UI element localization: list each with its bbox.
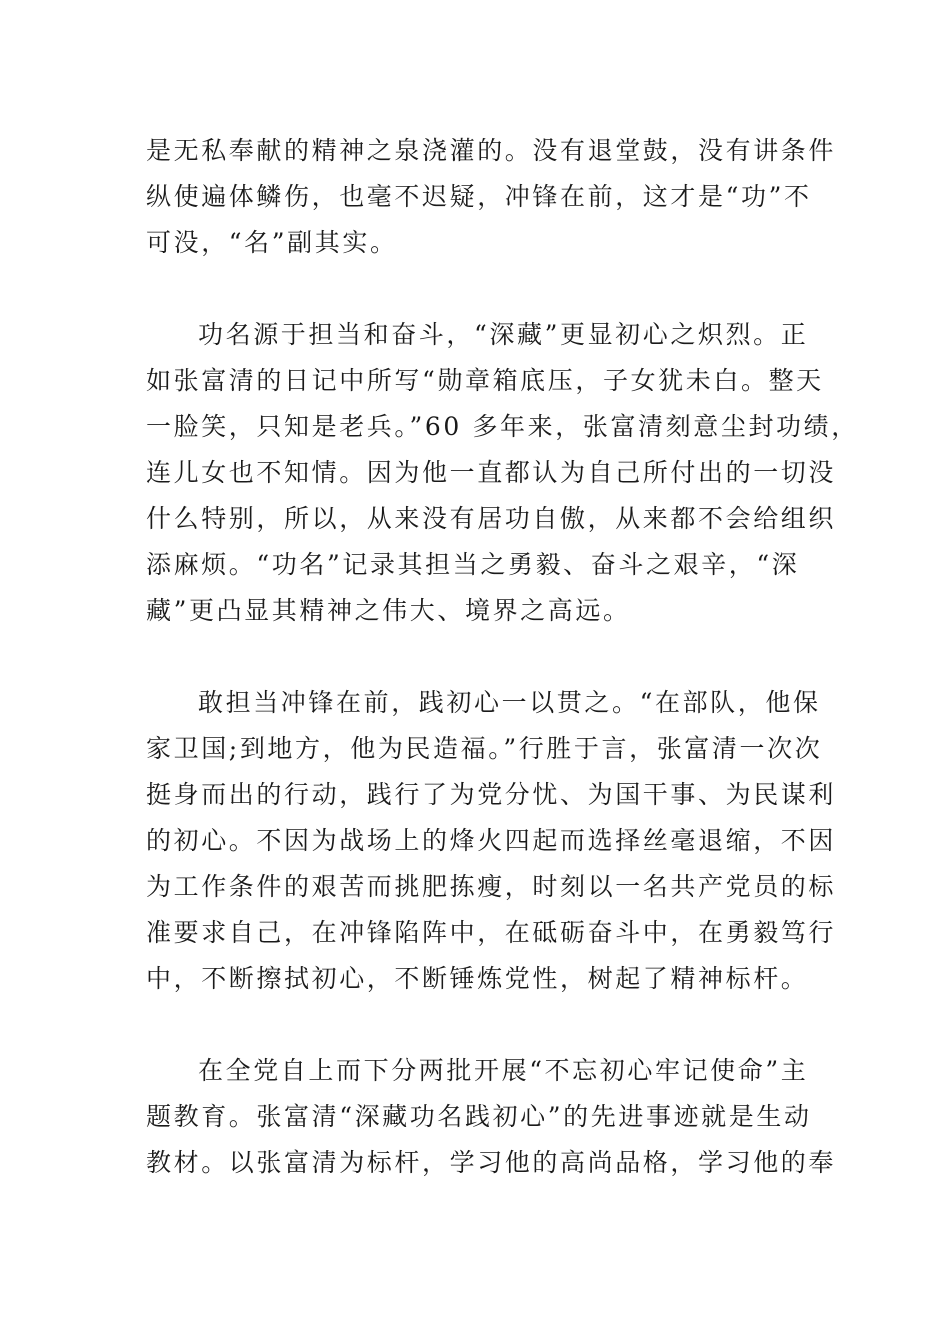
- text-line: 藏”更凸显其精神之伟大、境界之高远。: [146, 596, 631, 625]
- text-line: 挺身而出的行动，践行了为党分忧、为国干事、为民谋利: [146, 780, 837, 809]
- paragraph-spacer: [146, 634, 808, 680]
- text-line: 为工作条件的艰苦而挑肥拣瘦，时刻以一名共产党员的标: [146, 872, 837, 901]
- text-line: 教材。以张富清为标杆，学习他的高尚品格，学习他的奉: [146, 1148, 837, 1177]
- text-line: 是无私奉献的精神之泉浇灌的。没有退堂鼓，没有讲条件: [146, 136, 837, 165]
- paragraph-4: [146, 1048, 837, 1186]
- paragraph-1: [146, 128, 837, 266]
- paragraph-spacer: [146, 266, 808, 312]
- text-line: 在全党自上而下分两批开展“不忘初心牢记使命”主: [198, 1056, 809, 1085]
- text-line: 家卫国;到地方，他为民造福。”行胜于言，张富清一次次: [146, 734, 823, 763]
- paragraph-2: [146, 312, 859, 634]
- text-line: 功名源于担当和奋斗，“深藏”更显初心之炽烈。正: [198, 320, 809, 349]
- text-line: 一脸笑，只知是老兵。”60 多年来，张富清刻意尘封功绩，: [146, 412, 859, 441]
- text-line: 连儿女也不知情。因为他一直都认为自己所付出的一切没: [146, 458, 837, 487]
- text-line: 纵使遍体鳞伤，也毫不迟疑，冲锋在前，这才是“功”不: [146, 182, 812, 211]
- text-line: 准要求自己，在冲锋陷阵中，在砥砺奋斗中，在勇毅笃行: [146, 918, 837, 947]
- text-line: 敢担当冲锋在前，践初心一以贯之。“在部队，他保: [198, 688, 821, 717]
- text-line: 什么特别，所以，从来没有居功自傲，从来都不会给组织: [146, 504, 837, 533]
- paragraph-3: [146, 680, 837, 1002]
- text-line: 可没，“名”副其实。: [146, 228, 398, 257]
- text-line: 题教育。张富清“深藏功名践初心”的先进事迹就是生动: [146, 1102, 812, 1131]
- text-line: 如张富清的日记中所写“勋章箱底压，子女犹未白。整天: [146, 366, 824, 395]
- paragraph-spacer: [146, 1002, 808, 1048]
- text-line: 添麻烦。“功名”记录其担当之勇毅、奋斗之艰辛，“深: [146, 550, 800, 579]
- text-line: 中，不断擦拭初心，不断锤炼党性，树起了精神标杆。: [146, 964, 809, 993]
- text-line: 的初心。不因为战场上的烽火四起而选择丝毫退缩，不因: [146, 826, 837, 855]
- document-body: [146, 128, 859, 1186]
